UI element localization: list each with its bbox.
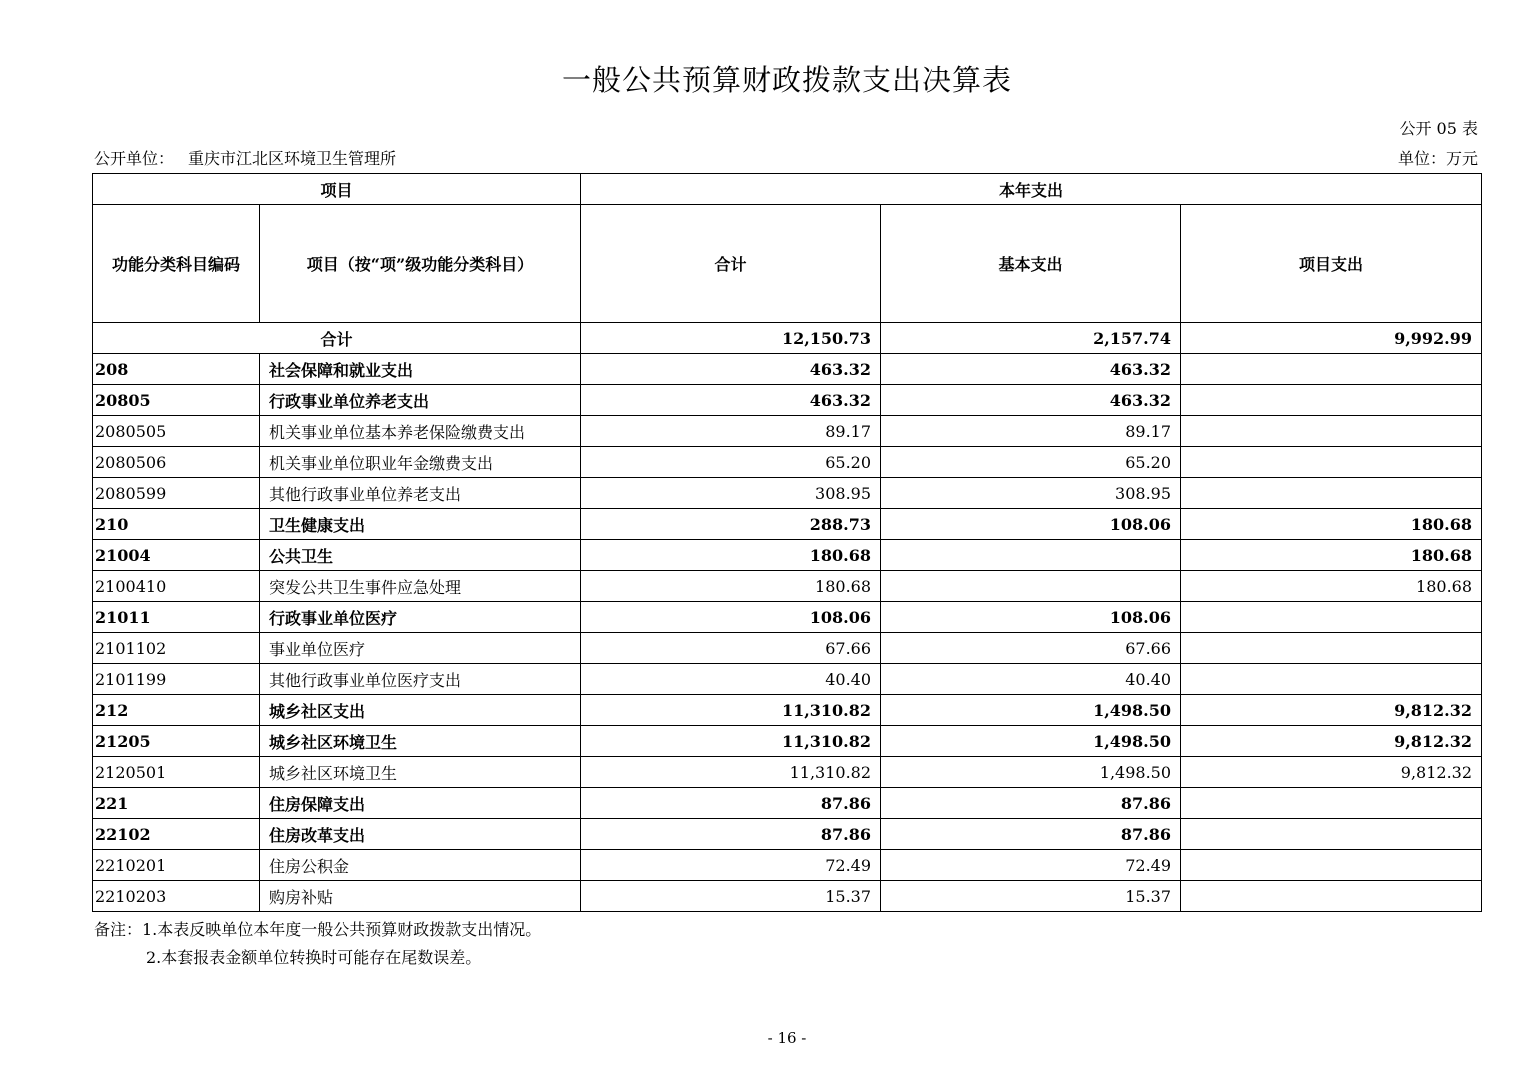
- row-project: 180.68: [1181, 509, 1482, 540]
- table-row: [93, 726, 1482, 757]
- total-total: 12,150.73: [581, 323, 881, 354]
- table-row: [93, 447, 1482, 478]
- total-row: [93, 323, 1482, 354]
- row-total: 108.06: [581, 602, 881, 633]
- row-total: 11,310.82: [581, 757, 881, 788]
- row-basic: 308.95: [881, 478, 1181, 509]
- row-basic: 108.06: [881, 602, 1181, 633]
- row-item-name: 其他行政事业单位医疗支出: [260, 664, 581, 695]
- row-project: [1181, 602, 1482, 633]
- note-1: 备注：1.本表反映单位本年度一般公共预算财政拨款支出情况。: [94, 920, 542, 939]
- row-total: 40.40: [581, 664, 881, 695]
- unit-label: 公开单位：: [94, 149, 175, 168]
- row-project: 9,812.32: [1181, 726, 1482, 757]
- row-basic: [881, 571, 1181, 602]
- table-row: [93, 881, 1482, 912]
- table-row: [93, 695, 1482, 726]
- table-row: [93, 571, 1482, 602]
- row-code: 2080599: [93, 478, 260, 509]
- table-row: [93, 602, 1482, 633]
- header-this-year: 本年支出: [581, 174, 1482, 205]
- row-basic: 65.20: [881, 447, 1181, 478]
- row-total: 11,310.82: [581, 695, 881, 726]
- header-code: 功能分类科目编码: [93, 205, 260, 323]
- currency-unit: 单位：万元: [1397, 149, 1478, 168]
- row-basic: 1,498.50: [881, 726, 1181, 757]
- total-project: 9,992.99: [1181, 323, 1482, 354]
- row-project: [1181, 819, 1482, 850]
- row-code: 21004: [93, 540, 260, 571]
- row-total: 65.20: [581, 447, 881, 478]
- table-row: [93, 354, 1482, 385]
- header-total: 合计: [581, 205, 881, 323]
- row-total: 288.73: [581, 509, 881, 540]
- header-row-2: [93, 205, 1482, 323]
- row-code: 212: [93, 695, 260, 726]
- row-project: [1181, 664, 1482, 695]
- table-row: [93, 819, 1482, 850]
- table-row: [93, 478, 1482, 509]
- row-code: 2080506: [93, 447, 260, 478]
- row-project: [1181, 354, 1482, 385]
- table-row: [93, 788, 1482, 819]
- row-item-name: 机关事业单位职业年金缴费支出: [260, 447, 581, 478]
- row-basic: 72.49: [881, 850, 1181, 881]
- table-row: [93, 385, 1482, 416]
- row-total: 308.95: [581, 478, 881, 509]
- row-code: 2080505: [93, 416, 260, 447]
- row-project: [1181, 447, 1482, 478]
- row-basic: 463.32: [881, 385, 1181, 416]
- header-row-1: [93, 174, 1482, 205]
- row-basic: 89.17: [881, 416, 1181, 447]
- row-item-name: 机关事业单位基本养老保险缴费支出: [260, 416, 581, 447]
- row-basic: 1,498.50: [881, 695, 1181, 726]
- row-total: 87.86: [581, 788, 881, 819]
- row-code: 2100410: [93, 571, 260, 602]
- table-row: [93, 850, 1482, 881]
- row-item-name: 社会保障和就业支出: [260, 354, 581, 385]
- table-row: [93, 540, 1482, 571]
- row-code: 221: [93, 788, 260, 819]
- header-project-exp: 项目支出: [1181, 205, 1482, 323]
- form-number: 公开 05 表: [1399, 119, 1478, 138]
- row-basic: 15.37: [881, 881, 1181, 912]
- page-number: - 16 -: [767, 1029, 807, 1047]
- row-item-name: 住房公积金: [260, 850, 581, 881]
- total-label: 合计: [93, 323, 581, 354]
- row-basic: 87.86: [881, 788, 1181, 819]
- row-project: 9,812.32: [1181, 757, 1482, 788]
- row-item-name: 卫生健康支出: [260, 509, 581, 540]
- row-basic: 463.32: [881, 354, 1181, 385]
- row-item-name: 城乡社区环境卫生: [260, 757, 581, 788]
- row-total: 87.86: [581, 819, 881, 850]
- row-item-name: 其他行政事业单位养老支出: [260, 478, 581, 509]
- row-project: [1181, 416, 1482, 447]
- row-code: 2210201: [93, 850, 260, 881]
- row-code: 2120501: [93, 757, 260, 788]
- row-code: 2210203: [93, 881, 260, 912]
- table-row: [93, 757, 1482, 788]
- row-item-name: 公共卫生: [260, 540, 581, 571]
- table-row: [93, 664, 1482, 695]
- expenditure-table: [92, 173, 1482, 912]
- row-basic: 40.40: [881, 664, 1181, 695]
- note-2: 2.本套报表金额单位转换时可能存在尾数误差。: [146, 948, 482, 967]
- row-item-name: 行政事业单位养老支出: [260, 385, 581, 416]
- row-item-name: 城乡社区环境卫生: [260, 726, 581, 757]
- row-code: 20805: [93, 385, 260, 416]
- row-total: 180.68: [581, 571, 881, 602]
- row-total: 89.17: [581, 416, 881, 447]
- row-code: 210: [93, 509, 260, 540]
- row-basic: 87.86: [881, 819, 1181, 850]
- table-row: [93, 416, 1482, 447]
- row-item-name: 城乡社区支出: [260, 695, 581, 726]
- row-code: 22102: [93, 819, 260, 850]
- row-item-name: 购房补贴: [260, 881, 581, 912]
- row-item-name: 住房保障支出: [260, 788, 581, 819]
- row-project: 180.68: [1181, 540, 1482, 571]
- row-basic: [881, 540, 1181, 571]
- row-item-name: 事业单位医疗: [260, 633, 581, 664]
- row-project: 180.68: [1181, 571, 1482, 602]
- row-project: [1181, 633, 1482, 664]
- row-code: 21011: [93, 602, 260, 633]
- notes: [94, 916, 541, 972]
- total-basic: 2,157.74: [881, 323, 1181, 354]
- unit-name: 重庆市江北区环境卫生管理所: [188, 149, 397, 168]
- row-project: [1181, 850, 1482, 881]
- table-row: [93, 633, 1482, 664]
- header-item: 项目（按“项”级功能分类科目）: [260, 205, 581, 323]
- row-basic: 67.66: [881, 633, 1181, 664]
- row-project: [1181, 385, 1482, 416]
- page-title: 一般公共预算财政拨款支出决算表: [561, 63, 1012, 97]
- row-total: 67.66: [581, 633, 881, 664]
- header-basic: 基本支出: [881, 205, 1181, 323]
- row-total: 463.32: [581, 354, 881, 385]
- row-project: [1181, 788, 1482, 819]
- row-total: 72.49: [581, 850, 881, 881]
- row-total: 180.68: [581, 540, 881, 571]
- row-code: 208: [93, 354, 260, 385]
- row-basic: 108.06: [881, 509, 1181, 540]
- row-total: 11,310.82: [581, 726, 881, 757]
- row-item-name: 住房改革支出: [260, 819, 581, 850]
- row-total: 463.32: [581, 385, 881, 416]
- row-project: [1181, 881, 1482, 912]
- row-code: 2101102: [93, 633, 260, 664]
- row-project: [1181, 478, 1482, 509]
- row-item-name: 行政事业单位医疗: [260, 602, 581, 633]
- header-project: 项目: [93, 174, 581, 205]
- row-code: 21205: [93, 726, 260, 757]
- row-item-name: 突发公共卫生事件应急处理: [260, 571, 581, 602]
- table-row: [93, 509, 1482, 540]
- row-basic: 1,498.50: [881, 757, 1181, 788]
- row-total: 15.37: [581, 881, 881, 912]
- row-code: 2101199: [93, 664, 260, 695]
- row-project: 9,812.32: [1181, 695, 1482, 726]
- reporting-unit: [94, 146, 396, 169]
